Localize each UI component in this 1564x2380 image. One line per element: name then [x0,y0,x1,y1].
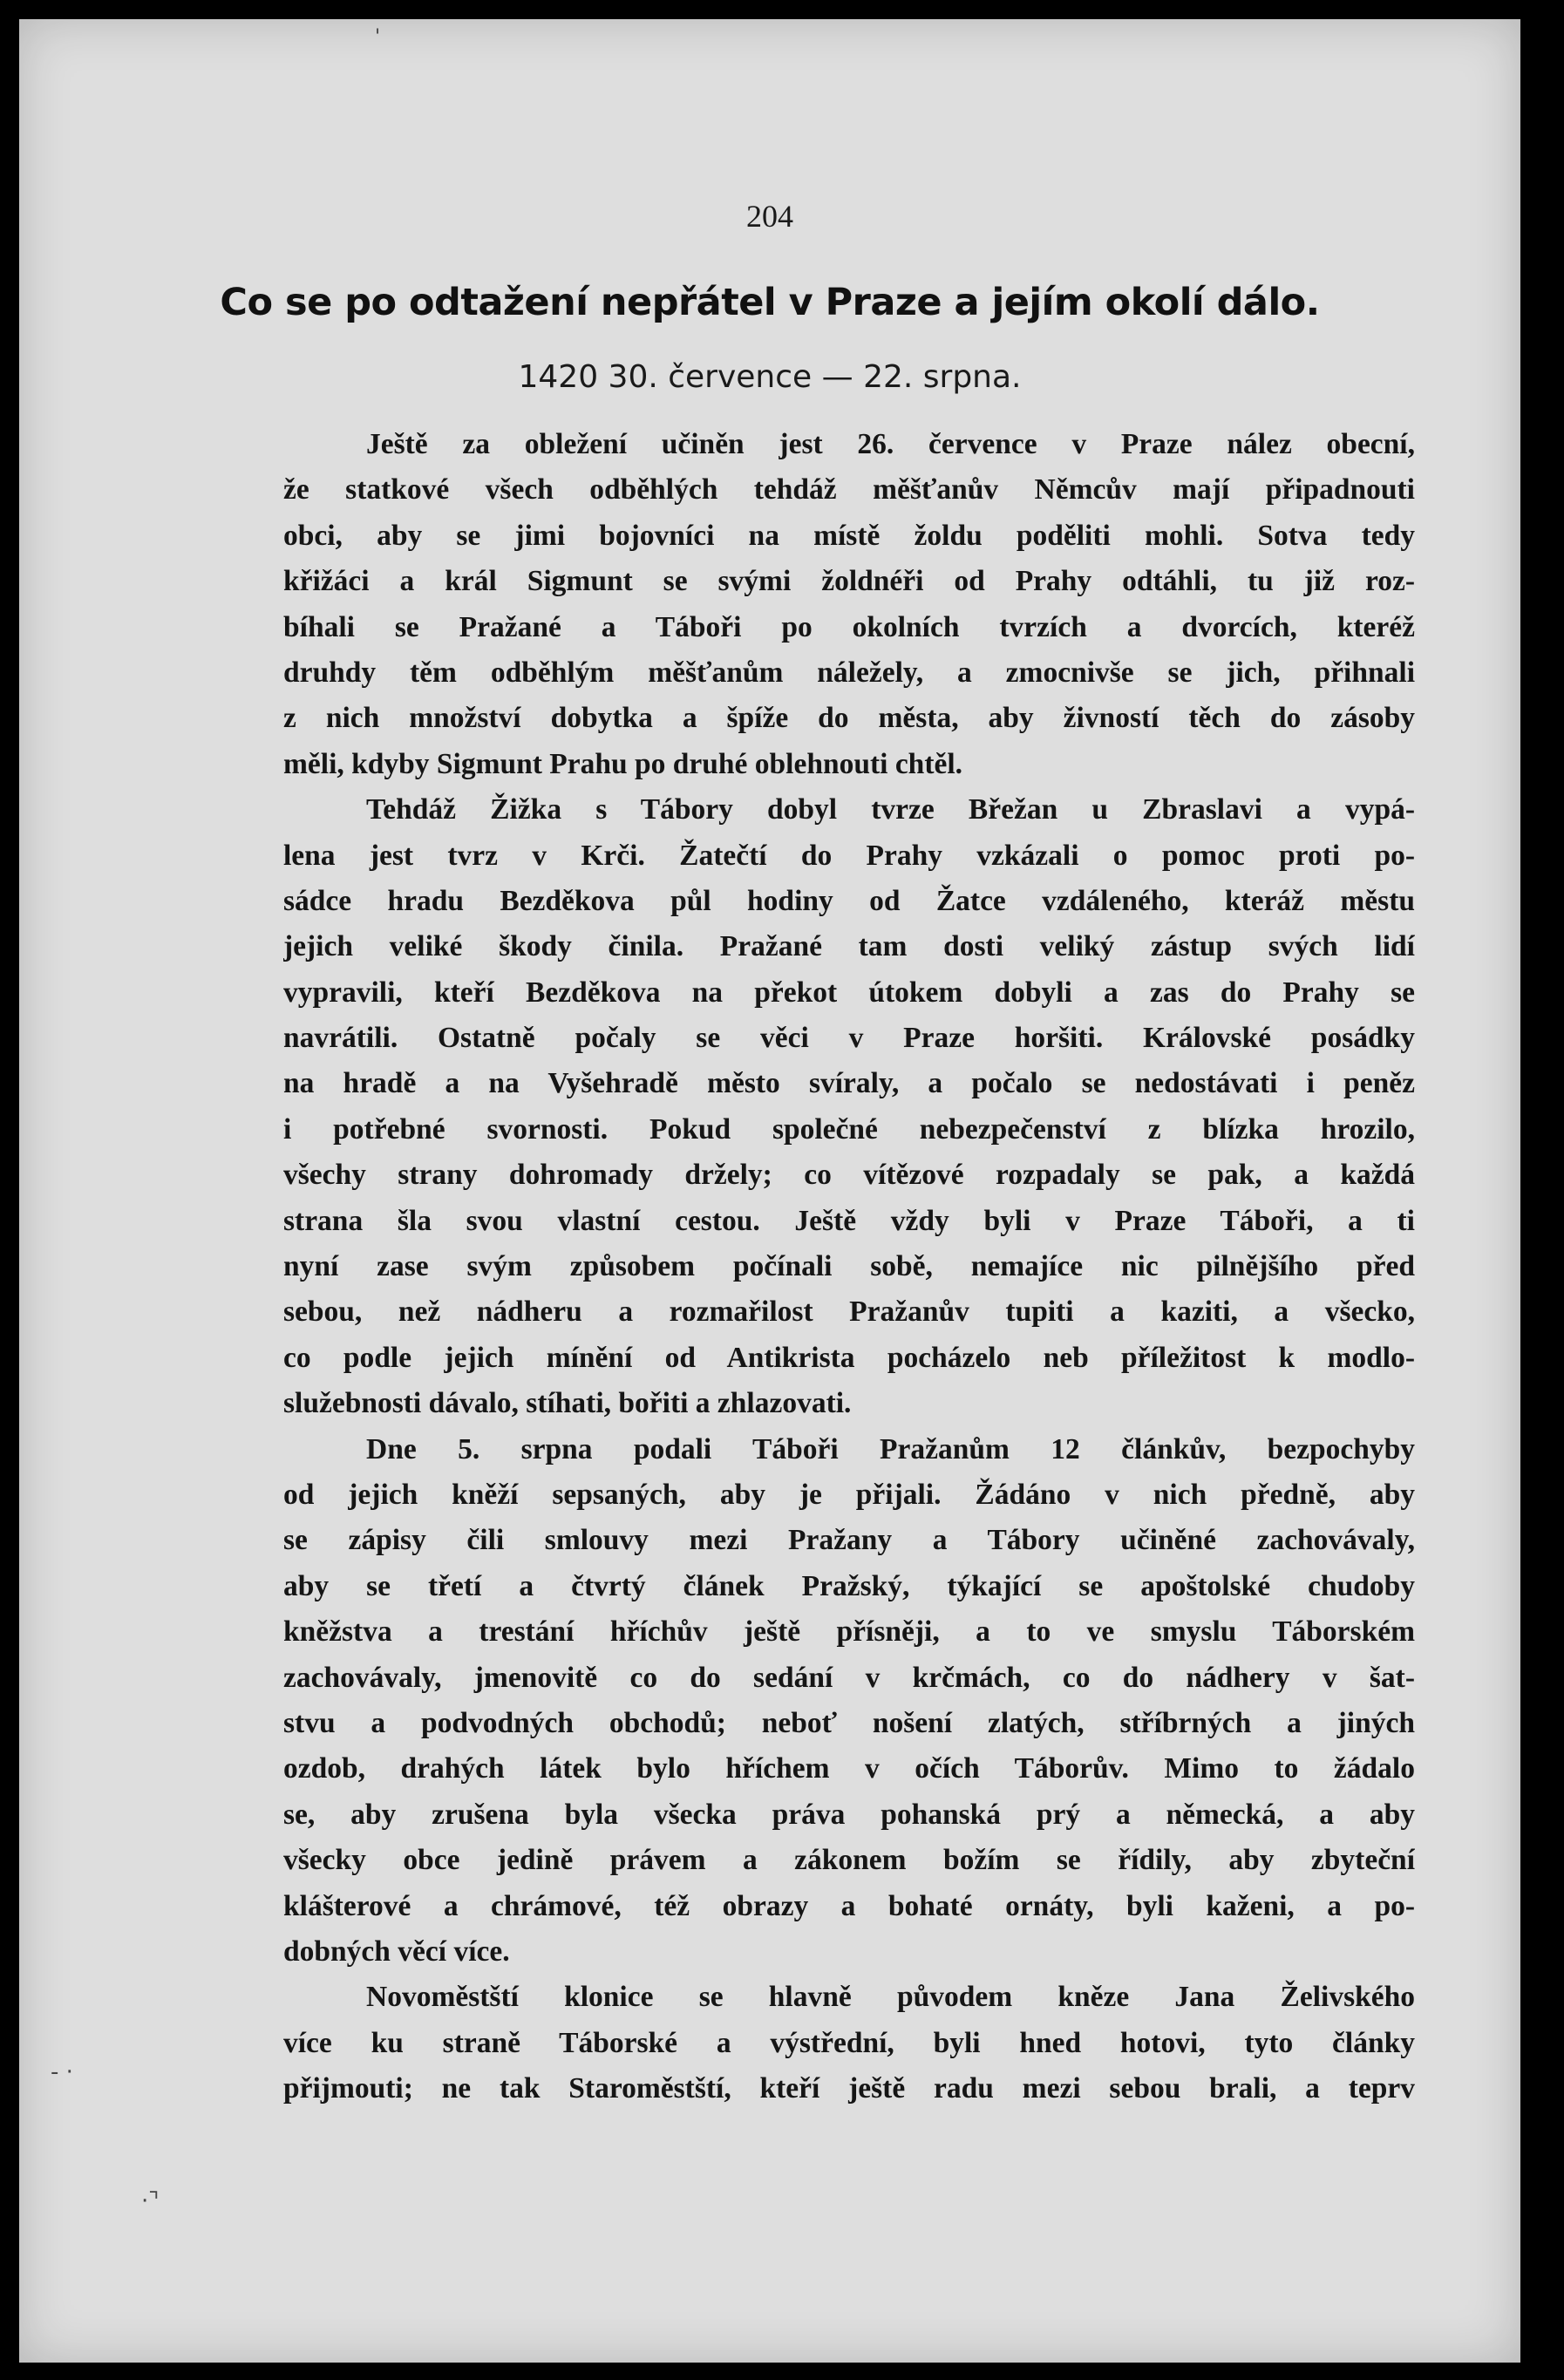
text-line: na hradě a na Vyšehradě město svíraly, a počalo se nedostávati i peněz [283,1067,1415,1100]
scan-artifact-left: - · [51,2059,73,2085]
scan-artifact-left-lower: ·⌝ [141,2188,160,2214]
text-line: sebou, než nádheru a rozmařilost Pražanův tupiti a kaziti, a všecko, [283,1295,1415,1329]
chapter-dates: 1420 30. července — 22. srpna. [518,359,1022,395]
text-line: služebnosti dávalo, stíhati, bořiti a zhlazovati. [283,1387,852,1420]
text-line: lena jest tvrz v Krči. Žatečtí do Prahy vzkázali o pomoc proti po- [283,839,1415,872]
chapter-title: Co se po odtažení nepřátel v Praze a jejím okolí dálo. [220,281,1320,324]
text-line: se, aby zrušena byla všecka práva pohanská prý a německá, a aby [283,1798,1415,1831]
text-line: nyní zase svým způsobem počínali sobě, nemajíce nic pilnějšího před [283,1250,1415,1283]
text-line: Ještě za obležení učiněn jest 26. července v Praze nález obecní, [366,428,1415,460]
text-line: z nich množství dobytka a špíže do města, aby živností těch do zásoby [283,702,1415,735]
text-line: kněžstva a trestání hříchův ještě přísněji, a to ve smyslu Táborském [283,1615,1415,1649]
text-line: křižáci a král Sigmunt se svými žoldnéři od Prahy odtáhli, tu již roz- [283,565,1415,598]
text-line: obci, aby se jimi bojovníci na místě žoldu poděliti mohli. Sotva tedy [283,519,1415,552]
text-line: všechy strany dohromady držely; co vítězové rozpadaly se pak, a každá [283,1159,1415,1192]
text-line: co podle jejich mínění od Antikrista pocházelo neb příležitost k modlo- [283,1341,1415,1374]
text-line: druhdy těm odběhlým měšťanům náležely, a zmocnivše se jich, přihnali [283,656,1415,689]
text-line: zachovávaly, jmenovitě co do sedání v krčmách, co do nádhery v šat- [283,1661,1415,1694]
text-line: vypravili, kteří Bezděkova na překot útokem dobyli a zas do Prahy se [283,976,1415,1009]
text-line: měli, kdyby Sigmunt Prahu po druhé oblehnouti chtěl. [283,747,963,780]
text-line: Novoměstští klonice se hlavně původem kněze Jana Želivského [366,1981,1415,2014]
text-line: aby se třetí a čtvrtý článek Pražský, týkající se apoštolské chudoby [283,1569,1415,1602]
text-line: stvu a podvodných obchodů; neboť nošení zlatých, stříbrných a jiných [283,1706,1415,1739]
paragraph [283,787,1415,1426]
text-line: navrátili. Ostatně počaly se věci v Praze horšiti. Královské posádky [283,1022,1415,1055]
text-line: ozdob, drahých látek bylo hříchem v očích Táborův. Mimo to žádalo [283,1752,1415,1785]
text-line: Tehdáž Žižka s Tábory dobyl tvrze Břežan u Zbraslavi a vypá- [366,793,1415,826]
text-line: sádce hradu Bezděkova půl hodiny od Žatce vzdáleného, kteráž městu [283,884,1415,917]
text-line: od jejich kněží sepsaných, aby je přijali. Žádáno v nich předně, aby [283,1478,1415,1511]
scan-artifact-top: ' [375,26,381,48]
text-line: více ku straně Táborské a výstřední, byli hned hotovi, tyto články [283,2026,1415,2059]
paragraph [283,1975,1415,2111]
text-line: bíhali se Pražané a Táboři po okolních tvrzích a dvorcích, kteréž [283,610,1415,643]
scanned-page [19,19,1520,2363]
text-line: strana šla svou vlastní cestou. Ještě vždy byli v Praze Táboři, a ti [283,1204,1415,1237]
text-line: přijmouti; ne tak Staroměstští, kteří ještě radu mezi sebou brali, a teprv [283,2072,1415,2105]
text-line: klášterové a chrámové, též obrazy a bohaté ornáty, byli kaženi, a po- [283,1889,1415,1922]
paragraph [283,422,1415,787]
text-line: dobných věcí více. [283,1935,510,1968]
text-line: i potřebné svornosti. Pokud společné nebezpečenství z blízka hrozilo, [283,1112,1415,1146]
text-line: Dne 5. srpna podali Táboři Pražanům 12 článkův, bezpochyby [366,1432,1415,1465]
page-number: 204 [746,199,793,234]
text-line: že statkové všech odběhlých tehdáž měšťanův Němcův mají připadnouti [283,473,1415,507]
paragraph [283,1427,1415,1975]
text-line: se zápisy čili smlouvy mezi Pražany a Tábory učiněné zachovávaly, [283,1524,1415,1557]
text-line: jejich veliké škody činila. Pražané tam dosti veliký zástup svých lidí [283,930,1415,963]
text-line: všecky obce jedině právem a zákonem božím se řídily, aby zbyteční [283,1844,1415,1877]
body-text [283,422,1415,2111]
